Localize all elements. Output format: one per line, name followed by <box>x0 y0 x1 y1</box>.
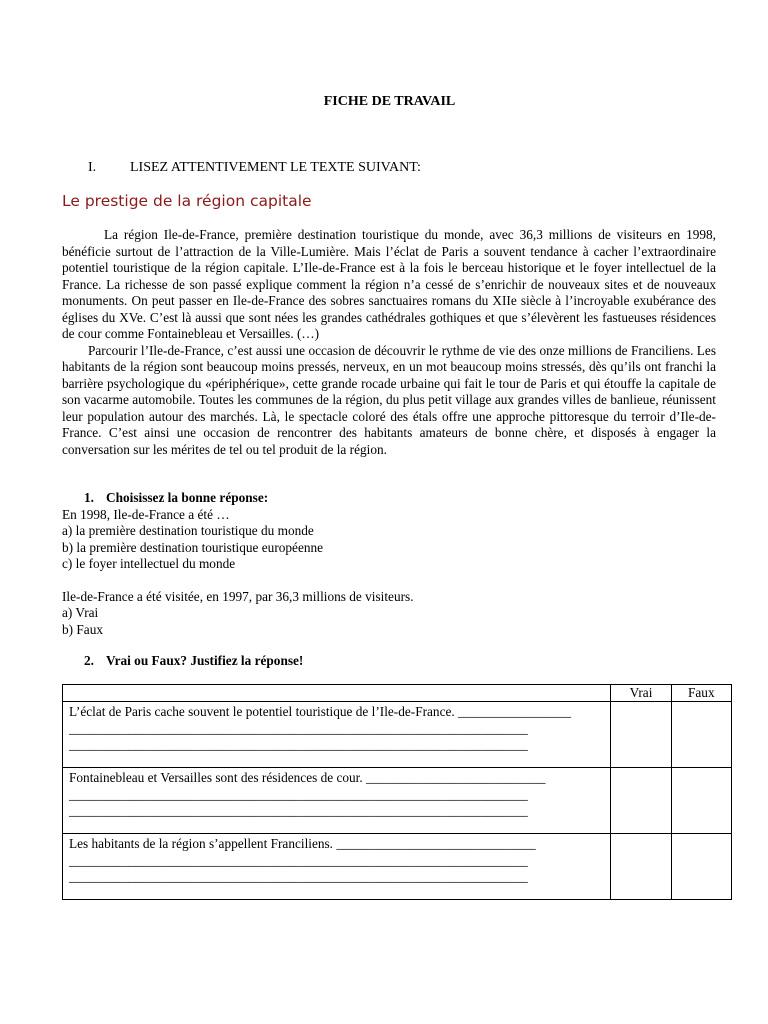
answer-line: _____________________________________________________________________ <box>69 786 528 802</box>
reading-text <box>62 227 716 458</box>
answer-option[interactable]: a) Vrai <box>62 605 99 620</box>
answer-option[interactable]: a) la première destination touristique du monde <box>62 523 314 538</box>
statement-text: Fontainebleau et Versailles sont des résidences de cour. ___________________________ <box>69 770 546 785</box>
answer-option[interactable]: b) la première destination touristique européenne <box>62 539 324 555</box>
statement-cell[interactable] <box>63 768 611 834</box>
table-header-row <box>63 685 732 702</box>
paragraph: Parcourir l’Ile-de-France, c’est aussi une occasion de découvrir le rythme de vie des onze millions de Franciliens. Les habitants de la région sont beaucoup moins pressés, nerveux, en un mot beaucoup moins stressés, dès qu’ils ont franchi la barrière psychologique du «périphérique», cette grande rocade urbaine qui fait le tour de Paris et qui étouffe la capitale de son vacarme automobile. Toutes les communes de la région, du plus petit village aux grandes villes de banlieue, réunissent leur population autour des marchés. Là, le spectacle coloré des étals offre une approche pittoresque du terroir d’Ile-de-France. C’est ainsi une occasion de rencontrer des habitants amateurs de bonne chère, et disposés à engager la conversation sur les mérites de tel ou tel produit de la région. <box>62 342 716 457</box>
answer-option[interactable]: c) le foyer intellectuel du monde <box>62 556 236 571</box>
statement-cell[interactable] <box>63 702 611 768</box>
section-number: I. <box>88 160 97 175</box>
question-number: 1. <box>84 490 94 505</box>
question-2-heading <box>84 653 303 669</box>
vrai-answer-cell[interactable] <box>611 768 671 834</box>
faux-answer-cell[interactable] <box>671 702 731 768</box>
section-heading <box>88 160 421 176</box>
column-header-vrai: Vrai <box>611 685 671 702</box>
true-false-table <box>62 684 732 900</box>
question-1-heading <box>84 490 414 507</box>
question-number: 2. <box>84 653 94 668</box>
table-row <box>63 834 732 900</box>
question-stem: Ile-de-France a été visitée, en 1997, par 36,3 millions de visiteurs. <box>62 588 414 604</box>
text-subtitle: Le prestige de la région capitale <box>62 192 312 210</box>
question-1-block <box>62 490 414 638</box>
section-label: LISEZ ATTENTIVEMENT LE TEXTE SUIVANT: <box>130 160 421 175</box>
answer-line: _____________________________________________________________________ <box>69 852 528 868</box>
question-heading-text: Choisissez la bonne réponse: <box>106 490 269 505</box>
faux-answer-cell[interactable] <box>671 834 731 900</box>
answer-line: _____________________________________________________________________ <box>69 737 528 752</box>
statement-text: L’éclat de Paris cache souvent le potentiel touristique de l’Ile-de-France. _________________ <box>69 704 572 719</box>
answer-line: _____________________________________________________________________ <box>69 803 528 818</box>
statement-cell[interactable] <box>63 834 611 900</box>
answer-line: _____________________________________________________________________ <box>69 720 528 736</box>
vrai-answer-cell[interactable] <box>611 702 671 768</box>
question-stem: En 1998, Ile-de-France a été … <box>62 506 230 522</box>
column-header-statement <box>63 685 611 702</box>
answer-option[interactable]: b) Faux <box>62 621 103 637</box>
question-heading-text: Vrai ou Faux? Justifiez la réponse! <box>106 653 304 668</box>
answer-line: _____________________________________________________________________ <box>69 869 528 884</box>
table-row <box>63 768 732 834</box>
faux-answer-cell[interactable] <box>671 768 731 834</box>
vrai-answer-cell[interactable] <box>611 834 671 900</box>
paragraph: La région Ile-de-France, première destination touristique du monde, avec 36,3 millions de visiteurs en 1998, bénéficie surtout de l’attraction de la Ville-Lumière. Mais l’éclat de Paris a souvent tendance à cacher l’extraordinaire potentiel touristique de la région capitale. L’Ile-de-France est à la fois le berceau historique et le foyer intellectuel de la France. La richesse de son passé explique comment la région n’a cessé de s’enrichir de nouveaux sites et de nouveaux monuments. On peut passer en Ile-de-France des sobres sanctuaires romans du XIIe siècle à l’incroyable exubérance des églises du XVe. C’est là aussi que sont nées les grandes cathédrales gothiques et que s’élevèrent les fastueuses résidences de cour comme Fontainebleau et Versailles. (…) <box>62 227 716 341</box>
column-header-faux: Faux <box>671 685 731 702</box>
page-title: FICHE DE TRAVAIL <box>323 94 456 109</box>
table-row <box>63 702 732 768</box>
statement-text: Les habitants de la région s’appellent Franciliens. ______________________________ <box>69 836 536 851</box>
